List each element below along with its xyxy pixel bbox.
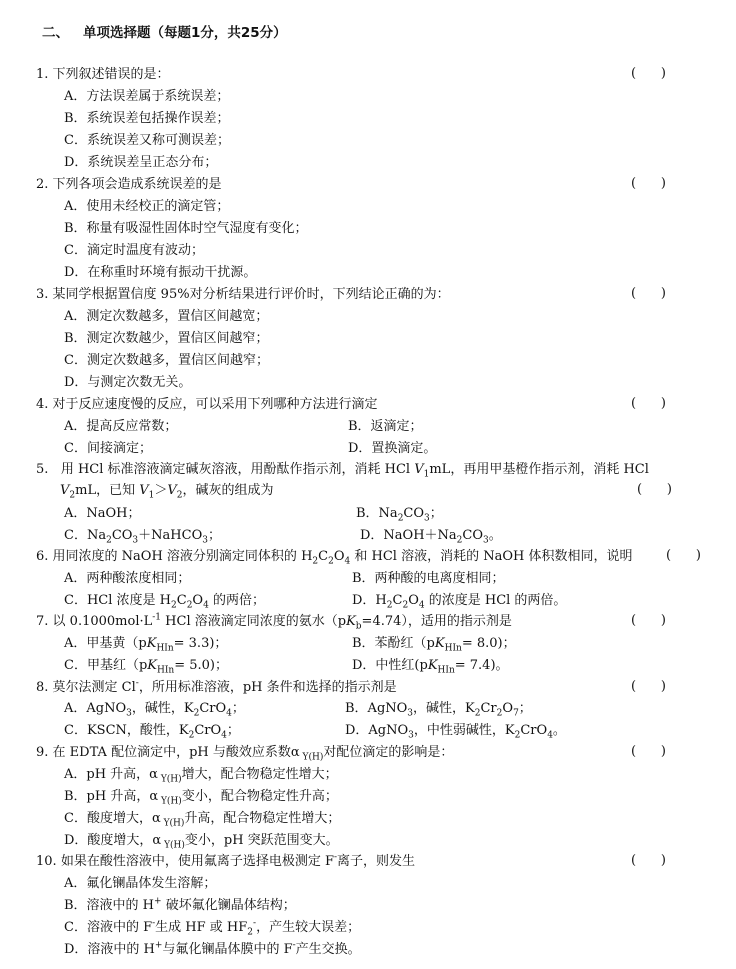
option-c: C．测定次数越多，置信区间越窄； (64, 353, 269, 368)
option-c: C．KSCN，酸性，$K_2CrO_4$； (64, 723, 240, 741)
question-stem: 莫尔法测定 Cl (52, 680, 136, 695)
question-3 (36, 286, 450, 304)
option-c: C．HCl 浓度是 $H_2C_2O_4$ 的两倍； (64, 593, 265, 611)
question-number: 4. (36, 397, 49, 412)
option-c: C．间接滴定； (64, 441, 152, 456)
option-b: B．溶液中的 H+ 破坏氟化镧晶体结构； (64, 896, 296, 913)
option-c: C．酸度增大，α $_{Y(H)}$升高，配合物稳定性增大； (64, 811, 341, 829)
option-d: D．置换滴定。 (348, 441, 437, 456)
option-d: D．AgNO$_3$，中性弱碱性，$K_2CrO_4$。 (345, 723, 566, 741)
question-number: 10. (36, 854, 57, 869)
question-number: 2. (36, 177, 49, 192)
option-c: C．溶液中的 F-生成 HF 或 $HF_2^-$，产生较大误差； (64, 918, 361, 938)
option-b: B．$Na_2CO_3$； (356, 506, 443, 524)
option-d: D．溶液中的 H+与氟化镧晶体膜中的 F-产生交换。 (64, 940, 361, 957)
option-d: D．酸度增大，α $_{Y(H)}$变小，pH 突跃范围变大。 (64, 833, 339, 851)
subscript: 1 (148, 490, 155, 501)
question-1 (36, 66, 170, 84)
option-d: D．在称重时环境有振动干扰源。 (64, 265, 257, 280)
answer-blank-10[interactable]: ( ) (631, 853, 666, 868)
option-b: B．苯酚红$(pK_{HIn}= 8.0)$； (352, 636, 516, 654)
option-c: C．$Na_2CO_3+NaHCO_3$； (64, 528, 221, 546)
volume-symbol: V (60, 483, 70, 498)
answer-blank-5[interactable]: ( ) (637, 482, 672, 497)
volume-symbol: V (139, 483, 149, 498)
option-a: A．提高反应常数； (64, 419, 178, 434)
question-number: 5. (36, 462, 49, 477)
subscript: 1 (423, 469, 430, 480)
option-b: B．AgNO$_3$，碱性，$K_2Cr_2O_7$； (345, 701, 532, 719)
option-a: A．甲基黄$(pK_{HIn}= 3.3)$； (64, 636, 228, 654)
question-stem-cont: mL，再用甲基橙作指示剂，消耗 HCl (429, 462, 649, 477)
volume-symbol: V (167, 483, 177, 498)
question-stem: 用同浓度的 NaOH 溶液分别滴定同体积的 H (52, 549, 313, 564)
section-title: 单项选择题（每题1分，共25分） (83, 25, 287, 41)
option-b: B．称量有吸湿性固体时空气湿度有变化； (64, 221, 308, 236)
option-a: A．氟化镧晶体发生溶解； (64, 876, 217, 891)
answer-blank-3[interactable]: ( ) (631, 286, 666, 301)
option-d: D．系统误差呈正态分布； (64, 155, 218, 170)
subscript: 2 (176, 490, 183, 501)
option-c: C．甲基红$(pK_{HIn}= 5.0)$； (64, 658, 228, 676)
answer-blank-7[interactable]: ( ) (631, 613, 666, 628)
question-8: 8. 莫尔法测定 Cl-，所用标准溶液，pH 条件和选择的指示剂是 (36, 678, 397, 695)
question-stem: 在 EDTA 配位滴定中，pH 与酸效应系数α (52, 745, 300, 760)
volume-symbol: V (414, 462, 424, 477)
question-stem: 某同学根据置信度 95%对分析结果进行评价时，下列结论正确的为： (52, 287, 450, 302)
question-4 (36, 396, 378, 414)
option-b: B．pH 升高，α $_{Y(H)}$变小，配合物稳定性升高； (64, 789, 338, 807)
question-number: 8. (36, 680, 49, 695)
option-b: B．两种酸的电离度相同； (352, 571, 505, 586)
option-a: A．NaOH； (64, 506, 141, 521)
option-a: A．使用未经校正的滴定管； (64, 199, 230, 214)
question-6: 6. 用同浓度的 NaOH 溶液分别滴定同体积的 $H_2C_2O_4$ 和 HCl 溶液，消耗的 NaOH 体积数相同，说明 (36, 549, 633, 567)
option-a: A．两种酸浓度相同； (64, 571, 191, 586)
question-7: 7. 以 $0.1000mol\cdot L^{-1}$ HCl 溶液滴定同浓度的氨水$(pK_b=4.74)$，适用的指示剂是 (36, 612, 512, 632)
answer-blank-4[interactable]: ( ) (631, 396, 666, 411)
option-d: D．中性红$(pK_{HIn}= 7.4)$。 (352, 658, 509, 676)
option-a: A．测定次数越多，置信区间越宽； (64, 309, 269, 324)
question-number: 9. (36, 745, 49, 760)
question-stem: 对于反应速度慢的反应，可以采用下列哪种方法进行滴定 (52, 397, 378, 412)
question-5-line2 (60, 482, 274, 500)
option-c: C．滴定时温度有波动； (64, 243, 204, 258)
question-number: 1. (36, 67, 49, 82)
answer-blank-8[interactable]: ( ) (631, 679, 666, 694)
option-a: A．AgNO$_3$，碱性，$K_2CrO_4$； (64, 701, 245, 719)
option-b: B．测定次数越少，置信区间越窄； (64, 331, 269, 346)
option-a: A．方法误差属于系统误差； (64, 89, 230, 104)
question-stem: 用 HCl 标准溶液滴定碱灰溶液，用酚酞作指示剂，消耗 HCl (60, 462, 415, 477)
section-heading (42, 21, 287, 41)
question-stem: 如果在酸性溶液中，使用氟离子选择电极测定 F (60, 854, 334, 869)
answer-blank-6[interactable]: ( ) (666, 548, 701, 563)
question-stem: 下列叙述错误的是： (52, 67, 170, 82)
question-number: 6. (36, 549, 49, 564)
question-5 (36, 461, 649, 479)
answer-blank-2[interactable]: ( ) (631, 176, 666, 191)
stem-text: ＞ (154, 483, 168, 498)
option-b: B．系统误差包括操作误差； (64, 111, 230, 126)
question-9: 9. 在 EDTA 配位滴定中，pH 与酸效应系数α $_{Y(H)}$对配位滴定的影响是： (36, 745, 454, 763)
question-10: 10. 如果在酸性溶液中，使用氟离子选择电极测定 F-离子，则发生 (36, 852, 416, 869)
answer-blank-1[interactable]: ( ) (631, 66, 666, 81)
question-number: 3. (36, 287, 49, 302)
question-number: 7. (36, 614, 49, 629)
option-d: D．与测定次数无关。 (64, 375, 192, 390)
question-2 (36, 176, 222, 194)
section-number: 二、 (42, 25, 69, 41)
option-c: C．系统误差又称可测误差； (64, 133, 230, 148)
option-a: A．pH 升高，α $_{Y(H)}$增大，配合物稳定性增大； (64, 767, 338, 785)
question-stem: 下列各项会造成系统误差的是 (52, 177, 222, 192)
subscript: 2 (69, 490, 76, 501)
answer-blank-9[interactable]: ( ) (631, 744, 666, 759)
option-d: D．$H_2C_2O_4$ 的浓度是 HCl 的两倍。 (352, 593, 567, 611)
option-b: B．返滴定； (348, 419, 423, 434)
stem-text: ，碱灰的组成为 (182, 483, 274, 498)
question-stem: 以 0.1000mol·L (52, 614, 153, 629)
option-d: D．$NaOH+Na_2CO_3$。 (360, 528, 502, 546)
stem-text: mL，已知 (75, 483, 140, 498)
